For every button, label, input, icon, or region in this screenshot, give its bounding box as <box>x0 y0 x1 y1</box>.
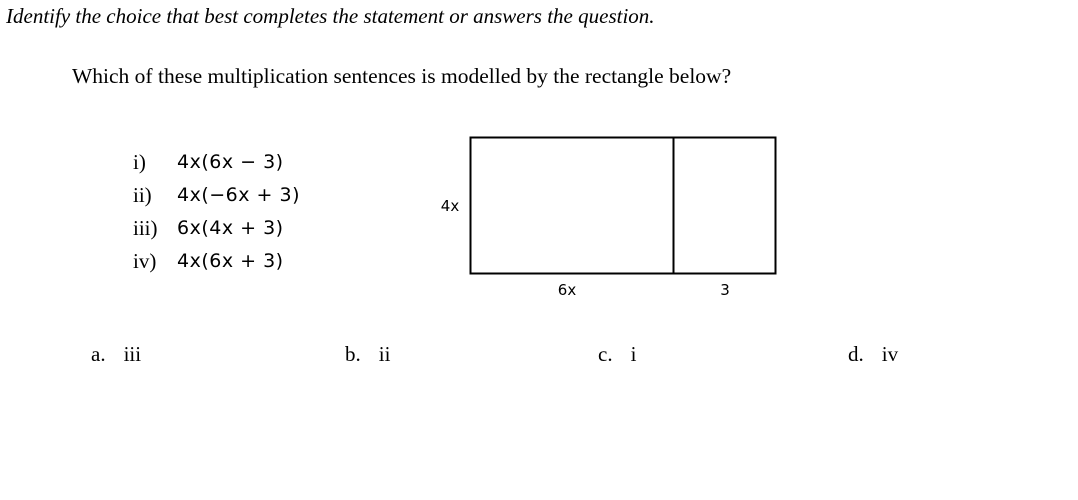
option-number: iii) <box>133 216 158 240</box>
option-number: i) <box>133 150 146 174</box>
option-expression: 4x(−6x + 3) <box>177 184 300 206</box>
option-number: iv) <box>133 249 157 273</box>
answer-letter: a. <box>91 342 106 366</box>
question-text: Which of these multiplication sentences is modelled by the rectangle below? <box>72 64 732 88</box>
answer-choice-d[interactable] <box>848 342 898 367</box>
answer-choice-b[interactable] <box>345 342 390 367</box>
answer-text: i <box>630 342 637 366</box>
option-expression: 4x(6x + 3) <box>177 250 284 272</box>
side-label: 4x <box>440 197 460 215</box>
option-item <box>133 245 300 278</box>
answer-letter: b. <box>345 342 361 366</box>
instruction-text: Identify the choice that best completes the statement or answers the question. <box>6 4 655 28</box>
option-item <box>133 212 300 245</box>
option-number: ii) <box>133 183 152 207</box>
rectangle-diagram <box>430 132 790 307</box>
option-item <box>133 146 300 179</box>
bottom-left-label: 6x <box>557 281 577 299</box>
answer-letter: c. <box>598 342 613 366</box>
answer-text: iii <box>123 342 142 366</box>
option-expression: 6x(4x + 3) <box>177 217 284 239</box>
answer-choice-c[interactable] <box>598 342 636 367</box>
outer-rectangle <box>471 138 776 274</box>
answer-choice-a[interactable] <box>91 342 141 367</box>
options-list <box>133 146 300 278</box>
answer-letter: d. <box>848 342 864 366</box>
option-item <box>133 179 300 212</box>
answer-text: ii <box>378 342 391 366</box>
bottom-right-label: 3 <box>720 281 730 299</box>
option-expression: 4x(6x − 3) <box>177 151 284 173</box>
answer-text: iv <box>881 342 899 366</box>
